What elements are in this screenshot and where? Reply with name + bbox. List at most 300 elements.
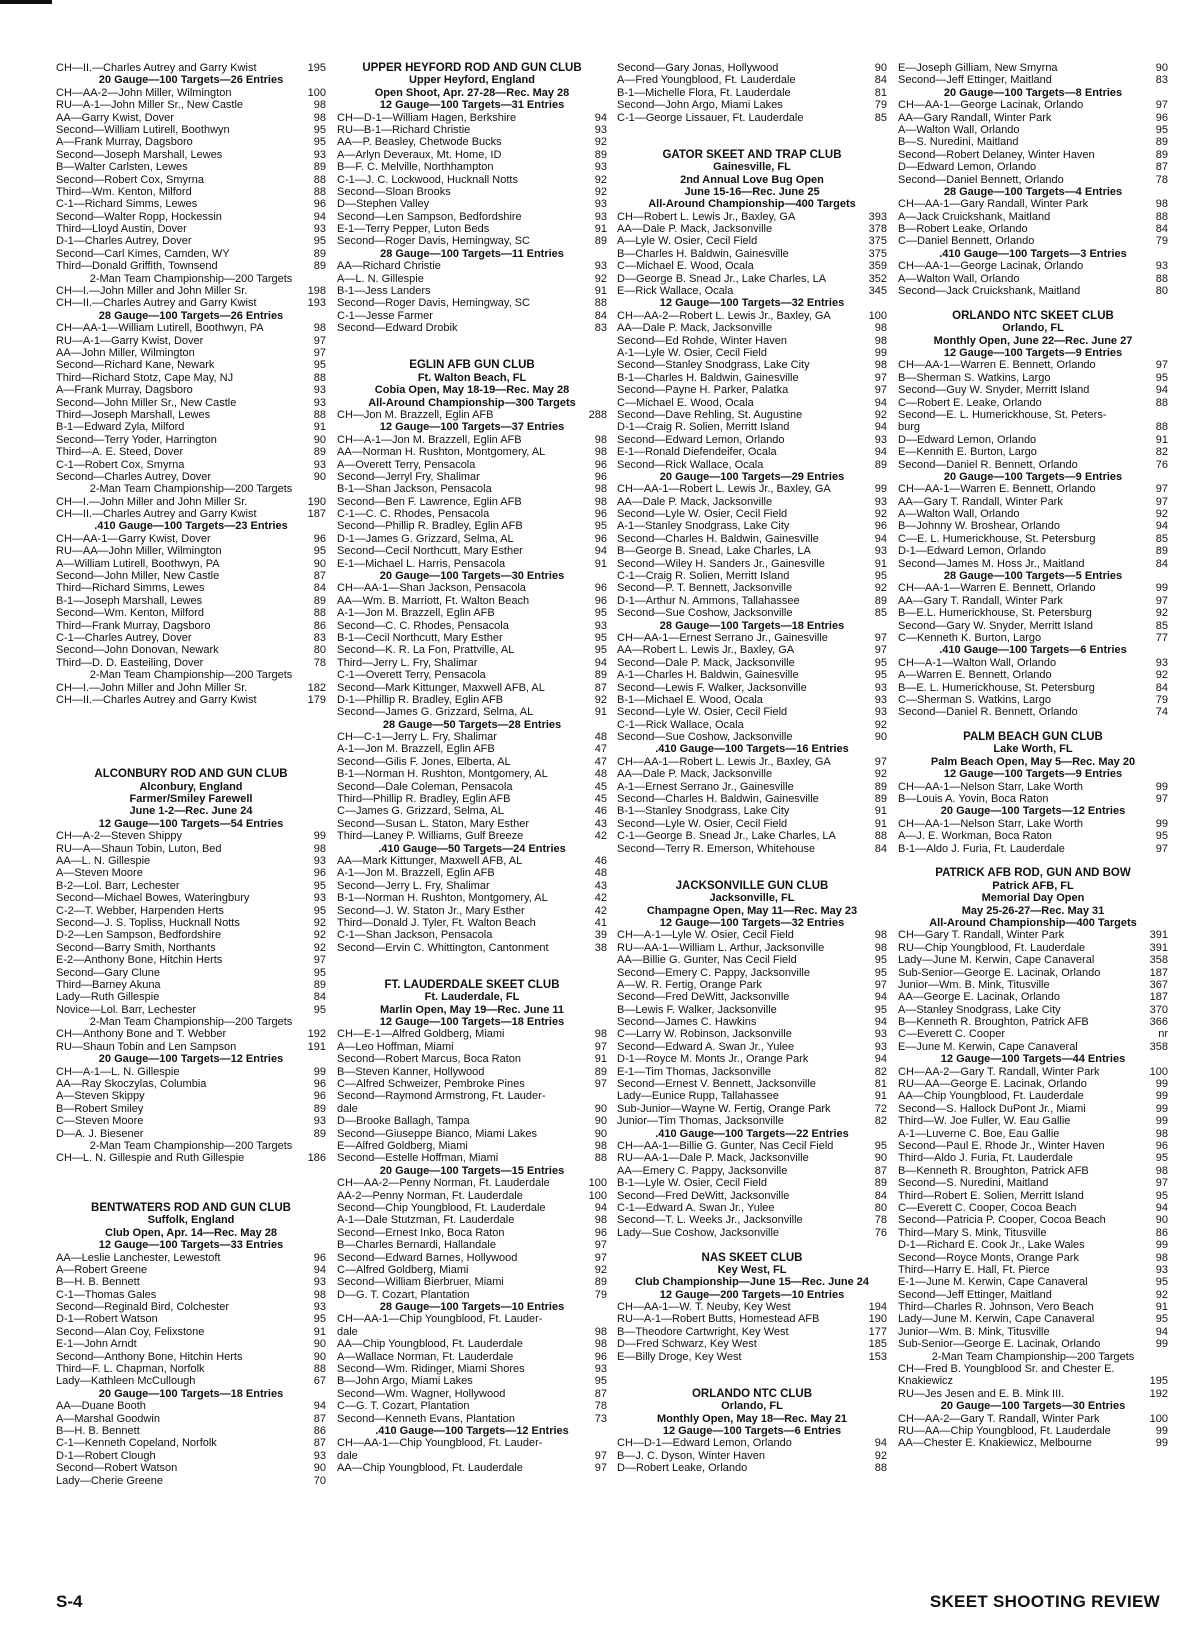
score: 93 <box>313 892 326 905</box>
shooter-entry: Third—A. E. Steed, Dover <box>56 446 184 459</box>
score: 96 <box>594 1350 607 1363</box>
result-row <box>898 211 1168 223</box>
shooter-entry: B—S. Nuredini, Maitland <box>898 136 1019 149</box>
event-heading: 12 Gauge—200 Targets—10 Entries <box>659 1288 845 1301</box>
shooter-entry: Second—Payne H. Parker, Palatka <box>617 384 789 397</box>
result-row <box>337 1128 607 1140</box>
shooter-entry: E—Alfred Goldberg, Miami <box>337 1139 468 1152</box>
event-heading: All-Around Championship—400 Targets <box>648 198 856 211</box>
shooter-entry: Second—Paul E. Rhode Jr., Winter Haven <box>898 1139 1105 1152</box>
shooter-entry: C—Steven Moore <box>56 1115 144 1128</box>
results-column-1 <box>56 62 326 1487</box>
shooter-entry: CH—AA-1—George Lacinak, Orlando <box>898 260 1084 273</box>
result-row <box>337 1066 607 1078</box>
score: 84 <box>1155 681 1168 694</box>
result-row <box>337 1115 607 1127</box>
shooter-entry: Lady—Cherie Greene <box>56 1474 164 1487</box>
result-row <box>337 1264 607 1276</box>
event-heading: 12 Gauge—100 Targets—37 Entries <box>379 421 565 434</box>
shooter-entry: Second—Jerry L. Fry, Shalimar <box>337 879 490 892</box>
shooter-entry: B—Johnny W. Broshear, Orlando <box>898 520 1061 533</box>
score: 87 <box>594 681 607 694</box>
score: 177 <box>868 1325 887 1338</box>
shooter-entry: Second—John Donovan, Newark <box>56 644 219 657</box>
score <box>586 1437 607 1449</box>
score: 93 <box>313 396 326 409</box>
shooter-entry: B—Charles Bernardi, Hallandale <box>337 1239 496 1252</box>
score: 97 <box>594 1462 607 1475</box>
shooter-entry: Junior—Tim Thomas, Jacksonville <box>617 1115 784 1128</box>
score: 89 <box>1155 545 1168 558</box>
score: 89 <box>313 594 326 607</box>
team-event-heading: 2-Man Team Championship—200 Targets <box>89 1139 293 1152</box>
result-row <box>617 384 887 396</box>
score: 87 <box>313 1437 326 1450</box>
shooter-entry: Lady—June M. Kerwin, Cape Canaveral <box>898 954 1095 967</box>
shooter-entry: D-1—Charles Autrey, Dover <box>56 235 192 248</box>
score: 91 <box>1155 1301 1168 1314</box>
result-row <box>56 1351 326 1363</box>
shooter-entry: CH—Fred B. Youngblood Sr. and Chester E. <box>898 1363 1115 1376</box>
spacer <box>898 855 1168 867</box>
score: 94 <box>1155 1201 1168 1214</box>
shooter-entry: C-1—Thomas Gales <box>56 1288 157 1301</box>
score: 47 <box>594 755 607 768</box>
result-row <box>898 149 1168 161</box>
score: 378 <box>868 223 887 236</box>
shooter-entry: C-1—Shan Jackson, Pensacola <box>337 929 493 942</box>
score: 94 <box>1155 520 1168 533</box>
spacer <box>617 124 887 136</box>
score: 96 <box>313 198 326 211</box>
shooter-entry: B—George B. Snead, Lake Charles, LA <box>617 545 811 558</box>
result-row <box>56 459 326 471</box>
shooter-entry: C—Robert E. Leake, Orlando <box>898 396 1042 409</box>
result-row <box>617 74 887 86</box>
club-heading: ORLANDO NTC CLUB <box>691 1387 813 1400</box>
event-heading: Ft. Lauderdale, FL <box>424 991 520 1004</box>
shooter-entry: B—Walter Carlsten, Lewes <box>56 161 188 174</box>
result-row <box>898 967 1168 979</box>
club-heading: EGLIN AFB GUN CLUB <box>409 359 535 372</box>
shooter-entry: CH—AA-1—Warren E. Bennett, Orlando <box>898 483 1096 496</box>
shooter-entry: C—E. L. Humerickhouse, St. Petersburg <box>898 532 1096 545</box>
shooter-entry: Second—Gary Jonas, Hollywood <box>617 62 779 74</box>
shooter-entry: Second—J. S. Topliss, Hucknall Notts <box>56 916 240 929</box>
score: 88 <box>874 830 887 843</box>
shooter-entry: Third—Aldo J. Furia, Ft. Lauderdale <box>898 1152 1073 1165</box>
result-row <box>337 174 607 186</box>
score: 97 <box>1155 793 1168 806</box>
shooter-entry: A—Walton Wall, Orlando <box>898 508 1020 521</box>
result-row <box>617 533 887 545</box>
score: 98 <box>874 334 887 347</box>
result-row <box>56 880 326 892</box>
score: 179 <box>307 693 326 706</box>
score: 77 <box>1155 631 1168 644</box>
result-row <box>337 1152 607 1164</box>
score: 198 <box>307 285 326 298</box>
result-row <box>898 1041 1168 1053</box>
result-row <box>56 161 326 173</box>
score: 98 <box>874 929 887 942</box>
event-heading: Key West, FL <box>717 1263 787 1276</box>
result-row <box>898 1152 1168 1164</box>
shooter-entry: C—Michael E. Wood, Ocala <box>617 260 754 273</box>
event-heading: 2nd Annual Love Bug Open <box>680 173 824 186</box>
score: 97 <box>594 1251 607 1264</box>
shooter-entry: D—Fred Schwarz, Key West <box>617 1338 757 1351</box>
shooter-entry: Second—Fred DeWitt, Jacksonville <box>617 991 790 1004</box>
shooter-entry: Second—Sloan Brooks <box>337 185 451 198</box>
shooter-entry: AA—Chip Youngblood, Ft. Lauderdale <box>337 1462 523 1475</box>
shooter-entry: AA—Wm. B. Marriott, Ft. Walton Beach <box>337 594 530 607</box>
team-event-heading: 2-Man Team Championship—200 Targets <box>89 483 293 496</box>
score: 93 <box>874 433 887 446</box>
event-heading: Champagne Open, May 11—Rec. May 23 <box>646 904 858 917</box>
shooter-entry: B—F. C. Melville, Northhampton <box>337 161 494 174</box>
score: 95 <box>874 669 887 682</box>
score: 87 <box>313 570 326 583</box>
shooter-entry: B—Theodore Cartwright, Key West <box>617 1325 789 1338</box>
result-row <box>898 1264 1168 1276</box>
result-row <box>337 607 607 619</box>
shooter-entry: D-1—James G. Grizzard, Selma, AL <box>337 532 514 545</box>
score: 39 <box>594 929 607 942</box>
result-row <box>617 1165 887 1177</box>
result-row <box>337 1239 607 1251</box>
score: 358 <box>1149 954 1168 967</box>
result-row <box>898 954 1168 966</box>
shooter-entry: B—Robert Smiley <box>56 1102 144 1115</box>
score: 82 <box>1155 446 1168 459</box>
score: 95 <box>313 136 326 149</box>
score: 97 <box>1155 842 1168 855</box>
shooter-entry: Second—Joseph Marshall, Lewes <box>56 148 223 161</box>
result-row <box>898 1301 1168 1313</box>
result-row <box>56 471 326 483</box>
shooter-entry: CH—AA-1—Shan Jackson, Pensacola <box>337 582 526 595</box>
shooter-entry: CH—A-1—Jon M. Brazzell, Eglin AFB <box>337 433 522 446</box>
result-row <box>617 1053 887 1065</box>
spacer <box>56 719 326 731</box>
result-row <box>56 644 326 656</box>
result-row <box>617 1338 887 1350</box>
result-row <box>898 979 1168 991</box>
score: 89 <box>313 1127 326 1140</box>
score <box>1147 1363 1168 1375</box>
score: 92 <box>594 693 607 706</box>
event-heading: Cobia Open, May 18-19—Rec. May 28 <box>374 384 570 397</box>
result-row <box>898 1326 1168 1338</box>
score: 93 <box>874 693 887 706</box>
shooter-entry: AA—Dale P. Mack, Jacksonville <box>617 768 773 781</box>
score: 98 <box>874 359 887 372</box>
score: 93 <box>874 681 887 694</box>
shooter-entry: Second—Charles H. Baldwin, Gainesville <box>617 793 819 806</box>
score: 46 <box>594 805 607 818</box>
score: 375 <box>868 235 887 248</box>
club-heading: NAS SKEET CLUB <box>701 1251 803 1264</box>
shooter-entry: Lady—Kathleen McCullough <box>56 1375 196 1388</box>
shooter-entry: A—Lyle W. Osier, Cecil Field <box>617 235 758 248</box>
score: 97 <box>874 644 887 657</box>
score: 88 <box>1155 396 1168 409</box>
score: 91 <box>874 1090 887 1103</box>
shooter-entry: C-1—J. C. Lockwood, Hucknall Notts <box>337 173 518 186</box>
result-row <box>617 979 887 991</box>
shooter-entry: Second—Robert Marcus, Boca Raton <box>337 1053 522 1066</box>
result-row <box>898 62 1168 74</box>
score: 96 <box>874 520 887 533</box>
score: 97 <box>1155 1177 1168 1190</box>
result-row <box>898 1066 1168 1078</box>
result-row <box>337 632 607 644</box>
result-row <box>617 669 887 681</box>
shooter-entry: Second—Raymond Armstrong, Ft. Lauder- <box>337 1090 546 1103</box>
result-row <box>617 1450 887 1462</box>
shooter-entry: AA—Gary Randall, Winter Park <box>898 111 1052 124</box>
result-row <box>56 285 326 297</box>
shooter-entry: AA—Gary T. Randall, Winter Park <box>898 495 1063 508</box>
result-row <box>898 1090 1168 1102</box>
shooter-entry: D—Stephen Valley <box>337 198 430 211</box>
result-row <box>337 1450 607 1462</box>
shooter-entry: D-1—Royce M. Monts Jr., Orange Park <box>617 1053 809 1066</box>
shooter-entry: Third—Frank Murray, Dagsboro <box>56 619 211 632</box>
result-row <box>56 967 326 979</box>
result-row <box>337 768 607 780</box>
shooter-entry: CH—I.—John Miller and John Miller Sr. <box>56 285 248 298</box>
shooter-entry: Second—Michael Bowes, Wateringbury <box>56 892 250 905</box>
result-row <box>617 520 887 532</box>
result-row <box>56 1326 326 1338</box>
score: 193 <box>307 297 326 310</box>
result-row <box>617 359 887 371</box>
shooter-entry: Lady—Sue Coshow, Jacksonville <box>617 1226 780 1239</box>
result-row <box>337 496 607 508</box>
shooter-entry: A—Jack Cruickshank, Maitland <box>898 210 1051 223</box>
result-row <box>898 1128 1168 1140</box>
result-row <box>617 570 887 582</box>
score: 191 <box>307 1040 326 1053</box>
score: 97 <box>1155 99 1168 112</box>
score: 90 <box>313 1350 326 1363</box>
score: 93 <box>594 210 607 223</box>
shooter-entry: Second—Stanley Snodgrass, Lake City <box>617 359 810 372</box>
event-heading: 12 Gauge—100 Targets—9 Entries <box>943 346 1123 359</box>
shooter-entry: RU—AA—George E. Lacinak, Orlando <box>898 1078 1087 1091</box>
score: 93 <box>594 161 607 174</box>
shooter-entry: AA—George E. Lacinak, Orlando <box>898 991 1061 1004</box>
result-row <box>617 694 887 706</box>
result-row <box>898 384 1168 396</box>
shooter-entry: CH—Jon M. Brazzell, Eglin AFB <box>337 408 494 421</box>
shooter-entry: RU—AA—John Miller, Wilmington <box>56 545 222 558</box>
shooter-entry: C—G. T. Cozart, Plantation <box>337 1400 470 1413</box>
score: 93 <box>594 1363 607 1376</box>
score: 84 <box>313 991 326 1004</box>
shooter-entry: B—Kenneth R. Broughton, Patrick AFB <box>898 1164 1089 1177</box>
result-row <box>617 508 887 520</box>
shooter-entry: D—G. T. Cozart, Plantation <box>337 1288 470 1301</box>
result-row <box>337 582 607 594</box>
shooter-entry: AA—Chip Youngblood, Ft. Lauderdale <box>337 1338 523 1351</box>
score: 96 <box>594 582 607 595</box>
score: 99 <box>1155 1338 1168 1351</box>
shooter-entry: Third—Barney Akuna <box>56 978 161 991</box>
score: 83 <box>594 322 607 335</box>
result-row <box>56 446 326 458</box>
result-row <box>617 1301 887 1313</box>
result-row <box>617 731 887 743</box>
shooter-entry: AA—Chester E. Knakiewicz, Melbourne <box>898 1437 1092 1450</box>
spacer <box>56 1190 326 1202</box>
score: 98 <box>594 1028 607 1041</box>
result-row <box>56 235 326 247</box>
shooter-entry: C-1—Charles Autrey, Dover <box>56 631 192 644</box>
result-row <box>337 1326 607 1338</box>
shooter-entry: D-1—Richard E. Cook Jr., Lake Wales <box>898 1239 1085 1252</box>
result-row <box>898 1214 1168 1226</box>
score: 190 <box>307 495 326 508</box>
score: 95 <box>874 954 887 967</box>
score: 89 <box>874 594 887 607</box>
result-row <box>337 508 607 520</box>
score: 91 <box>594 1053 607 1066</box>
score: 98 <box>1155 1127 1168 1140</box>
event-heading: 20 Gauge—100 Targets—9 Entries <box>943 470 1123 483</box>
result-row <box>617 830 887 842</box>
result-row <box>56 1115 326 1127</box>
shooter-entry: Third—Charles R. Johnson, Vero Beach <box>898 1301 1094 1314</box>
event-heading: 28 Gauge—100 Targets—4 Entries <box>943 185 1123 198</box>
score: 97 <box>594 1239 607 1252</box>
shooter-entry: Second—Daniel R. Bennett, Orlando <box>898 706 1078 719</box>
result-row <box>617 285 887 297</box>
score: 90 <box>313 1338 326 1351</box>
score: 93 <box>313 223 326 236</box>
shooter-entry: E-1—Tim Thomas, Jacksonville <box>617 1065 772 1078</box>
score: 95 <box>313 879 326 892</box>
shooter-entry: Second—Guy W. Snyder, Merritt Island <box>898 384 1090 397</box>
result-row <box>56 434 326 446</box>
event-heading: 20 Gauge—100 Targets—30 Entries <box>940 1400 1126 1413</box>
score: 73 <box>594 1412 607 1425</box>
shooter-entry: D—Robert Leake, Orlando <box>617 1462 748 1475</box>
score: 195 <box>307 62 326 74</box>
result-row <box>337 1227 607 1239</box>
shooter-entry: AA—Billie G. Gunter, Nas Cecil Field <box>617 954 797 967</box>
score: 391 <box>1149 941 1168 954</box>
result-row <box>617 273 887 285</box>
result-row <box>56 843 326 855</box>
result-row <box>617 1140 887 1152</box>
score: 94 <box>313 1263 326 1276</box>
event-heading: All-Around Championship—300 Targets <box>368 396 576 409</box>
score: 95 <box>1155 830 1168 843</box>
score: 91 <box>874 817 887 830</box>
shooter-entry: D—George B. Snead Jr., Lake Charles, LA <box>617 272 827 285</box>
result-row <box>898 174 1168 186</box>
score: 96 <box>313 1078 326 1091</box>
shooter-entry: A—Arlyn Deveraux, Mt. Home, ID <box>337 148 502 161</box>
shooter-entry: Second—Reginald Bird, Colchester <box>56 1301 230 1314</box>
event-heading: Orlando, FL <box>1002 322 1064 335</box>
shooter-entry: D-1—Edward Lemon, Orlando <box>898 545 1046 558</box>
shooter-entry: A-1—Dale Stutzman, Ft. Lauderdale <box>337 1214 515 1227</box>
event-heading: .410 Gauge—100 Targets—6 Entries <box>939 644 1127 657</box>
event-heading: Club Open, Apr. 14—Rec. May 28 <box>105 1226 277 1239</box>
shooter-entry: A—Steven Moore <box>56 867 143 880</box>
shooter-entry: Second—Sue Coshow, Jacksonville <box>617 731 793 744</box>
result-row <box>337 1202 607 1214</box>
score: 92 <box>874 408 887 421</box>
result-row <box>617 1103 887 1115</box>
score: 45 <box>594 780 607 793</box>
score: 83 <box>1155 74 1168 87</box>
result-row <box>617 632 887 644</box>
shooter-entry: AA—John Miller, Wilmington <box>56 346 195 359</box>
score: 80 <box>874 1201 887 1214</box>
score: 95 <box>1155 123 1168 136</box>
score: 195 <box>1149 1375 1168 1388</box>
result-row <box>56 991 326 1003</box>
score: 98 <box>1155 1164 1168 1177</box>
score: 88 <box>313 607 326 620</box>
score: 92 <box>594 1263 607 1276</box>
result-row <box>56 1152 326 1164</box>
shooter-entry: C-1—Kenneth Copeland, Norfolk <box>56 1437 217 1450</box>
result-row <box>56 1450 326 1462</box>
event-heading: 20 Gauge—100 Targets—18 Entries <box>98 1387 284 1400</box>
score: 84 <box>874 1189 887 1202</box>
result-row <box>898 1165 1168 1177</box>
shooter-entry: CH—D-1—Edward Lemon, Orlando <box>617 1437 792 1450</box>
result-row <box>56 248 326 260</box>
result-row <box>898 223 1168 235</box>
result-row <box>337 459 607 471</box>
shooter-entry: AA—Norman H. Rushton, Montgomery, AL <box>337 446 546 459</box>
shooter-entry: Second—T. L. Weeks Jr., Jacksonville <box>617 1214 803 1227</box>
event-heading: .410 Gauge—100 Targets—23 Entries <box>94 520 288 533</box>
result-row <box>898 607 1168 619</box>
result-row <box>56 335 326 347</box>
shooter-entry: Second—Alan Coy, Felixstone <box>56 1325 205 1338</box>
shooter-entry: Junior—Wm. B. Mink, Titusville <box>898 1325 1050 1338</box>
result-row <box>898 260 1168 272</box>
shooter-entry: A—Leo Hoffman, Miami <box>337 1040 454 1053</box>
shooter-entry: B-1—Shan Jackson, Pensacola <box>337 483 492 496</box>
score: 95 <box>594 607 607 620</box>
score: 91 <box>594 223 607 236</box>
shooter-entry: C—Alfred Schweizer, Pembroke Pines <box>337 1078 525 1091</box>
result-row <box>898 942 1168 954</box>
shooter-entry: A—Fred Youngblood, Ft. Lauderdale <box>617 74 796 87</box>
score: 92 <box>1155 669 1168 682</box>
shooter-entry: Second—Edward Lemon, Orlando <box>617 433 785 446</box>
score: 84 <box>874 74 887 87</box>
result-row <box>898 1252 1168 1264</box>
shooter-entry: A-1—Lyle W. Osier, Cecil Field <box>617 346 767 359</box>
shooter-entry: Second—Fred DeWitt, Jacksonville <box>617 1189 790 1202</box>
score: 83 <box>313 631 326 644</box>
score: 95 <box>594 1375 607 1388</box>
score: 88 <box>313 173 326 186</box>
event-heading: 12 Gauge—100 Targets—6 Entries <box>662 1424 842 1437</box>
shooter-entry: Second—James C. Hawkins <box>617 1016 757 1029</box>
shooter-entry: C—James G. Grizzard, Selma, AL <box>337 805 504 818</box>
